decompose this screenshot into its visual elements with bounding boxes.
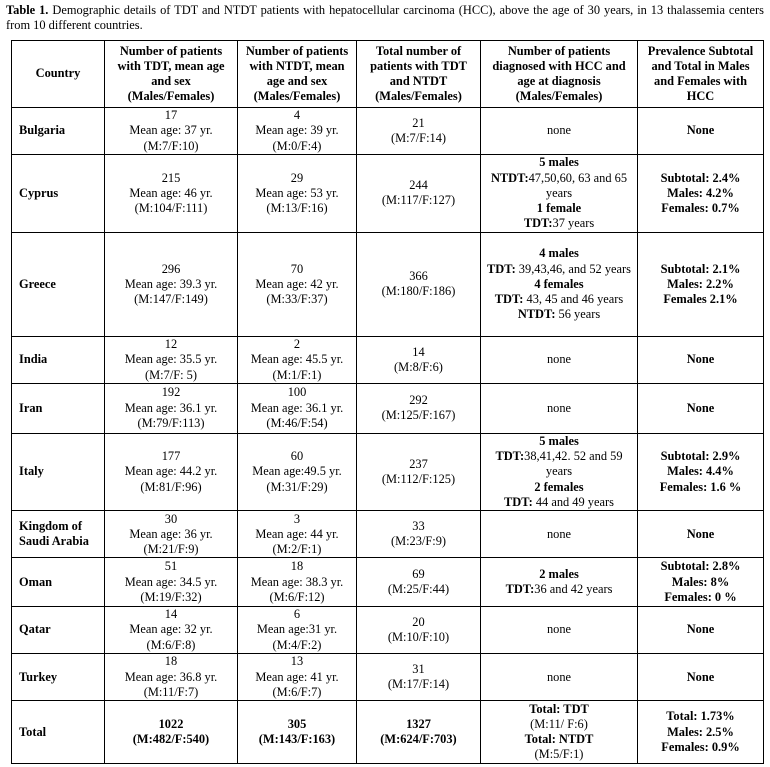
- ntdt-total-cell-line: 305: [287, 717, 307, 732]
- ntdt-cell-line: (M:13/F:16): [266, 201, 328, 216]
- total-cell: [357, 433, 481, 511]
- table-row: [12, 511, 764, 558]
- table-row: [12, 433, 764, 511]
- ntdt-cell-line: 100: [287, 385, 307, 400]
- hcc-line: none: [546, 526, 572, 541]
- hcc-ages: 36 and 42 years: [534, 582, 613, 597]
- prevalence-cell: [638, 433, 764, 511]
- total-cell-line: 69: [412, 566, 425, 581]
- header-total: Total number of patients with TDT and NTDT (Males/Females): [357, 41, 481, 108]
- prevalence-cell-line: None: [686, 669, 715, 684]
- ntdt-cell-line: Mean age: 41 yr.: [255, 669, 339, 684]
- total-cell-line: 33: [412, 519, 425, 534]
- hcc-ages: 47,50,60, 63 and 65 years: [528, 170, 628, 200]
- caption-text: Demographic details of TDT and NTDT patients with hepatocellular carcinoma (HCC), above the age of 30 years, in 13 thalassemia centers from 10 different countries.: [6, 3, 764, 32]
- ntdt-total-cell: [238, 701, 357, 764]
- hcc-group-label: TDT:: [523, 216, 553, 231]
- hcc-line: [484, 262, 634, 277]
- tdt-cell-line: (M:19/F:32): [140, 589, 202, 604]
- ntdt-total-cell-line: (M:143/F:163): [258, 732, 336, 747]
- hcc-line: [484, 292, 634, 307]
- hcc-ages: 37 years: [552, 216, 595, 231]
- total-cell-line: 20: [412, 614, 425, 629]
- hcc-line: none: [546, 352, 572, 367]
- hcc-line: [484, 582, 634, 597]
- total-cell-line: (M:8/F:6): [394, 359, 443, 374]
- tdt-total-cell: [105, 701, 238, 764]
- total-cell-line: (M:10/F:10): [387, 629, 450, 644]
- tdt-total-cell-line: 1022: [158, 717, 184, 732]
- tdt-cell-line: Mean age: 46 yr.: [129, 185, 213, 200]
- total-cell-line: 21: [412, 115, 425, 130]
- demographics-table: [11, 40, 764, 764]
- tdt-cell: [105, 232, 238, 336]
- hcc-line: [484, 307, 634, 322]
- tdt-cell-line: (M:11/F:7): [143, 684, 199, 699]
- tdt-cell-line: (M:7/F: 5): [145, 367, 197, 382]
- ntdt-cell-line: Mean age:31 yr.: [256, 622, 338, 637]
- prevalence-cell: [638, 558, 764, 606]
- tdt-cell: [105, 384, 238, 434]
- total-cell-line: (M:25/F:44): [387, 582, 450, 597]
- tdt-cell: [105, 433, 238, 511]
- ntdt-cell: [238, 653, 357, 700]
- country-cell: Bulgaria: [12, 108, 105, 155]
- ntdt-cell-line: (M:6/F:7): [272, 684, 322, 699]
- tdt-cell-line: (M:21/F:9): [143, 541, 199, 556]
- hcc-cell: [481, 701, 638, 764]
- prevalence-cell-line: Males: 4.4%: [667, 464, 734, 479]
- hcc-group-label: NTDT:: [517, 307, 556, 322]
- hcc-line: 2 females: [534, 479, 584, 494]
- hcc-group-label: TDT:: [487, 261, 516, 276]
- prevalence-cell-line: Males: 2.2%: [667, 276, 734, 291]
- tdt-total-cell-line: (M:482/F:540): [132, 732, 210, 747]
- ntdt-cell-line: 60: [290, 449, 304, 464]
- country-cell: Italy: [12, 433, 105, 511]
- hcc-cell: [481, 653, 638, 700]
- tdt-cell-line: (M:104/F:111): [134, 201, 208, 216]
- total-cell-line: (M:117/F:127): [381, 193, 456, 208]
- header-ntdt: Number of patients with NTDT, mean age and sex (Males/Females): [238, 41, 357, 108]
- tdt-cell: [105, 511, 238, 558]
- grand-total-cell: [357, 701, 481, 764]
- prevalence-cell-line: Males: 4.2%: [667, 185, 734, 200]
- table-row: [12, 108, 764, 155]
- prevalence-cell-line: Subtotal: 2.9%: [660, 449, 741, 464]
- tdt-cell: [105, 155, 238, 233]
- ntdt-cell: [238, 108, 357, 155]
- tdt-cell-line: Mean age: 36 yr.: [129, 526, 213, 541]
- total-cell: [357, 606, 481, 653]
- table-row: [12, 384, 764, 434]
- tdt-cell-line: (M:7/F:10): [143, 138, 199, 153]
- hcc-line: 5 males: [539, 155, 579, 170]
- prevalence-cell: [638, 606, 764, 653]
- tdt-cell-line: Mean age: 36.8 yr.: [124, 669, 218, 684]
- prevalence-total-cell-line: Total: 1.73%: [666, 709, 735, 724]
- tdt-cell-line: 177: [161, 449, 181, 464]
- grand-total-cell-line: 1327: [406, 717, 431, 732]
- table-row: [12, 606, 764, 653]
- prevalence-cell-line: None: [686, 622, 715, 637]
- table-row: [12, 336, 764, 383]
- country-cell: Greece: [12, 232, 105, 336]
- tdt-cell-line: 18: [164, 654, 178, 669]
- ntdt-cell-line: (M:2/F:1): [272, 541, 322, 556]
- ntdt-cell-line: 18: [290, 559, 304, 574]
- ntdt-cell-line: 2: [293, 337, 301, 352]
- hcc-line: (M:5/F:1): [534, 747, 584, 762]
- hcc-ages: 44 and 49 years: [532, 494, 614, 509]
- ntdt-cell-line: (M:4/F:2): [272, 637, 322, 652]
- ntdt-cell-line: 13: [290, 654, 304, 669]
- hcc-cell: [481, 558, 638, 606]
- prevalence-cell-line: Females 2.1%: [663, 292, 738, 307]
- total-cell: [357, 384, 481, 434]
- hcc-group-label: TDT:: [505, 582, 535, 597]
- hcc-cell: [481, 606, 638, 653]
- header-country: Country: [12, 41, 105, 108]
- prevalence-cell-line: Males: 8%: [671, 574, 730, 589]
- total-cell-line: (M:7/F:14): [390, 131, 447, 146]
- tdt-cell-line: (M:6/F:8): [146, 637, 196, 652]
- tdt-cell-line: Mean age: 35.5 yr.: [124, 352, 218, 367]
- hcc-cell: [481, 384, 638, 434]
- prevalence-cell-line: None: [686, 123, 715, 138]
- ntdt-cell-line: (M:0/F:4): [272, 138, 322, 153]
- total-cell: [357, 336, 481, 383]
- ntdt-cell-line: 4: [293, 108, 301, 123]
- ntdt-cell-line: Mean age: 53 yr.: [255, 185, 339, 200]
- hcc-ages: 38,41,42. 52 and 59 years: [524, 449, 623, 479]
- hcc-line: 2 males: [539, 566, 579, 581]
- prevalence-cell-line: Females: 0 %: [664, 589, 737, 604]
- ntdt-cell-line: 70: [290, 261, 304, 276]
- ntdt-cell-line: 6: [293, 607, 301, 622]
- table-row: [12, 653, 764, 700]
- tdt-cell-line: (M:81/F:96): [140, 479, 202, 494]
- prevalence-cell: [638, 511, 764, 558]
- table-row: [12, 155, 764, 233]
- ntdt-cell-line: (M:6/F:12): [269, 589, 325, 604]
- tdt-cell-line: 51: [164, 559, 178, 574]
- tdt-cell: [105, 558, 238, 606]
- ntdt-cell-line: (M:46/F:54): [266, 415, 328, 430]
- ntdt-cell-line: Mean age: 38.3 yr.: [250, 574, 344, 589]
- tdt-cell-line: (M:79/F:113): [137, 415, 205, 430]
- prevalence-cell-line: None: [686, 352, 715, 367]
- tdt-cell-line: 17: [164, 108, 178, 123]
- total-cell: [357, 108, 481, 155]
- tdt-cell-line: 30: [164, 511, 178, 526]
- prevalence-cell-line: None: [686, 400, 715, 415]
- total-cell-line: 292: [409, 393, 428, 408]
- prevalence-cell-line: None: [686, 526, 715, 541]
- ntdt-cell: [238, 511, 357, 558]
- header-hcc: Number of patients diagnosed with HCC and age at diagnosis (Males/Females): [481, 41, 638, 108]
- total-cell-line: (M:125/F:167): [381, 408, 456, 423]
- tdt-cell-line: Mean age: 34.5 yr.: [124, 574, 218, 589]
- tdt-cell-line: (M:147/F:149): [134, 292, 208, 307]
- grand-total-cell-line: (M:624/F:703): [380, 732, 457, 747]
- tdt-cell-line: Mean age: 37 yr.: [129, 123, 213, 138]
- country-cell: Oman: [12, 558, 105, 606]
- ntdt-cell-line: Mean age: 36.1 yr.: [250, 400, 344, 415]
- total-row: [12, 701, 764, 764]
- total-cell-line: 14: [412, 344, 425, 359]
- total-cell-line: (M:23/F:9): [390, 534, 447, 549]
- prevalence-cell-line: Subtotal: 2.1%: [660, 261, 741, 276]
- tdt-cell-line: 215: [161, 170, 181, 185]
- total-cell-line: 31: [412, 662, 425, 677]
- ntdt-cell-line: (M:33/F:37): [266, 292, 328, 307]
- prevalence-total-cell-line: Females: 0.9%: [661, 739, 740, 754]
- prevalence-total-cell: [638, 701, 764, 764]
- hcc-line: none: [546, 669, 572, 684]
- prevalence-cell: [638, 336, 764, 383]
- prevalence-cell: [638, 108, 764, 155]
- hcc-cell: [481, 511, 638, 558]
- ntdt-cell-line: 29: [290, 170, 304, 185]
- tdt-cell-line: Mean age: 39.3 yr.: [124, 276, 218, 291]
- hcc-line: none: [546, 622, 572, 637]
- tdt-cell-line: 14: [164, 607, 178, 622]
- hcc-group-label: NTDT:: [490, 170, 529, 185]
- total-cell-line: 366: [409, 269, 428, 284]
- header-prevalence: Prevalence Subtotal and Total in Males and Females with HCC: [638, 41, 764, 108]
- country-cell: Iran: [12, 384, 105, 434]
- hcc-line: [484, 216, 634, 231]
- prevalence-cell-line: Females: 0.7%: [661, 201, 740, 216]
- total-cell-line: (M:180/F:186): [381, 284, 456, 299]
- total-cell-line: (M:112/F:125): [381, 471, 456, 486]
- table-row: [12, 558, 764, 606]
- prevalence-cell-line: Subtotal: 2.8%: [660, 559, 741, 574]
- hcc-ages: 39,43,46, and 52 years: [515, 261, 631, 276]
- ntdt-cell-line: (M:1/F:1): [272, 367, 322, 382]
- table-row: [12, 232, 764, 336]
- hcc-group-label: TDT:: [504, 494, 533, 509]
- total-cell: [357, 653, 481, 700]
- hcc-line: [484, 171, 634, 201]
- header-row: [12, 41, 764, 108]
- tdt-cell: [105, 606, 238, 653]
- caption-label: Table 1.: [6, 3, 49, 17]
- country-cell: Cyprus: [12, 155, 105, 233]
- ntdt-cell: [238, 433, 357, 511]
- hcc-cell: [481, 108, 638, 155]
- hcc-ages: 43, 45 and 46 years: [523, 292, 624, 307]
- tdt-cell: [105, 336, 238, 383]
- prevalence-cell: [638, 232, 764, 336]
- prevalence-cell: [638, 155, 764, 233]
- hcc-ages: 56 years: [555, 307, 601, 322]
- tdt-cell: [105, 108, 238, 155]
- ntdt-cell-line: Mean age: 44 yr.: [255, 526, 339, 541]
- ntdt-cell-line: (M:31/F:29): [266, 479, 328, 494]
- ntdt-cell-line: Mean age:49.5 yr.: [252, 464, 342, 479]
- ntdt-cell-line: Mean age: 45.5 yr.: [250, 352, 344, 367]
- ntdt-cell: [238, 232, 357, 336]
- hcc-line: [484, 495, 634, 510]
- hcc-cell: [481, 433, 638, 511]
- total-cell: [357, 511, 481, 558]
- ntdt-cell-line: Mean age: 39 yr.: [255, 123, 339, 138]
- hcc-line: none: [546, 400, 572, 415]
- hcc-line: Total: NTDT: [524, 732, 594, 747]
- tdt-cell-line: 192: [161, 385, 181, 400]
- prevalence-cell-line: Females: 1.6 %: [659, 479, 742, 494]
- hcc-line: (M:11/ F:6): [530, 717, 588, 732]
- tdt-cell: [105, 653, 238, 700]
- table-caption: [6, 3, 764, 33]
- total-cell-line: (M:17/F:14): [387, 677, 450, 692]
- country-cell: Kingdom of Saudi Arabia: [12, 511, 105, 558]
- country-cell: Qatar: [12, 606, 105, 653]
- ntdt-cell: [238, 606, 357, 653]
- tdt-cell-line: Mean age: 44.2 yr.: [124, 464, 218, 479]
- hcc-line: 1 female: [536, 201, 582, 216]
- total-cell-line: 244: [409, 178, 428, 193]
- hcc-group-label: TDT:: [495, 449, 525, 464]
- hcc-line: [484, 449, 634, 479]
- hcc-line: 5 males: [539, 433, 579, 448]
- ntdt-cell: [238, 558, 357, 606]
- hcc-cell: [481, 336, 638, 383]
- hcc-line: 4 males: [539, 246, 579, 261]
- hcc-group-label: TDT:: [494, 292, 524, 307]
- tdt-cell-line: Mean age: 32 yr.: [129, 622, 213, 637]
- ntdt-cell-line: 3: [293, 511, 301, 526]
- total-cell: [357, 155, 481, 233]
- total-cell-line: 237: [409, 456, 428, 471]
- hcc-cell: [481, 155, 638, 233]
- prevalence-cell: [638, 384, 764, 434]
- tdt-cell-line: 296: [161, 261, 181, 276]
- ntdt-cell: [238, 384, 357, 434]
- prevalence-total-cell-line: Males: 2.5%: [667, 724, 734, 739]
- ntdt-cell-line: Mean age: 42 yr.: [255, 276, 339, 291]
- header-tdt: Number of patients with TDT, mean age and sex (Males/Females): [105, 41, 238, 108]
- country-cell: Total: [12, 701, 105, 764]
- prevalence-cell: [638, 653, 764, 700]
- tdt-cell-line: Mean age: 36.1 yr.: [124, 400, 218, 415]
- hcc-line: Total: TDT: [529, 701, 589, 716]
- tdt-cell-line: 12: [164, 337, 178, 352]
- country-cell: India: [12, 336, 105, 383]
- total-cell: [357, 232, 481, 336]
- ntdt-cell: [238, 155, 357, 233]
- hcc-line: none: [546, 123, 572, 138]
- hcc-cell: [481, 232, 638, 336]
- ntdt-cell: [238, 336, 357, 383]
- prevalence-cell-line: Subtotal: 2.4%: [660, 170, 741, 185]
- hcc-line: 4 females: [534, 276, 584, 291]
- total-cell: [357, 558, 481, 606]
- country-cell: Turkey: [12, 653, 105, 700]
